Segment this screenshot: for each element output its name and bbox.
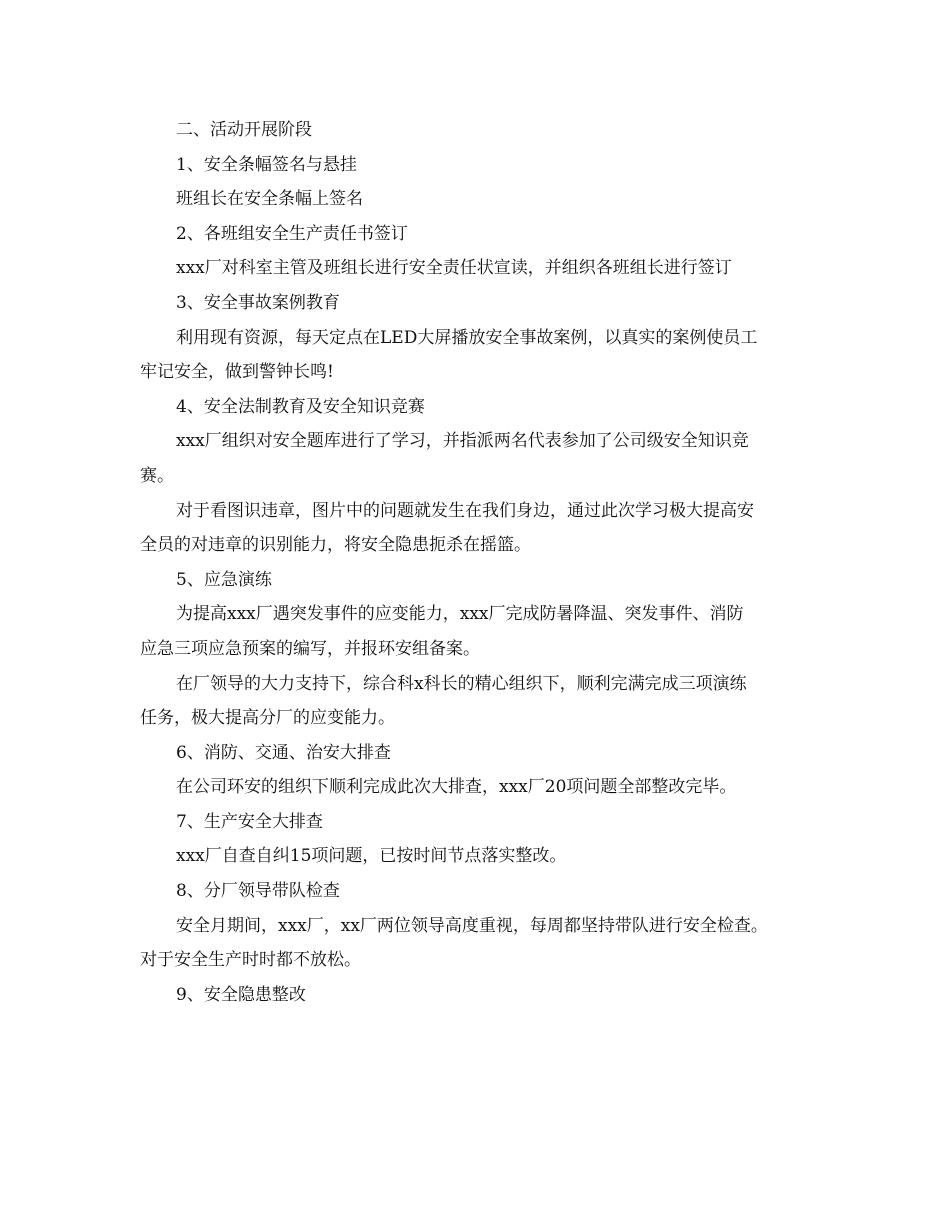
text-line: 应急三项应急预案的编写，并报环安组备案。	[140, 638, 480, 659]
document-body	[140, 113, 820, 1012]
text-line: 为提高xxx厂遇突发事件的应变能力，xxx厂完成防暑降温、突发事件、消防	[176, 604, 744, 625]
text-line: 二、活动开展阶段	[176, 120, 312, 140]
text-line: xxx厂自查自纠15项问题，已按时间节点落实整改。	[176, 846, 567, 867]
text-line: 5、应急演练	[176, 569, 272, 590]
text-line: 3、安全事故案例教育	[176, 292, 340, 313]
text-line: 7、生产安全大排查	[176, 811, 323, 832]
text-line: 牢记安全，做到警钟长鸣!	[140, 362, 334, 383]
text-line: 对于看图识违章，图片中的问题就发生在我们身边，通过此次学习极大提高安	[176, 500, 754, 521]
text-line: 1、安全条幅签名与悬挂	[176, 154, 357, 175]
text-line: 任务，极大提高分厂的应变能力。	[140, 708, 395, 729]
text-line: 对于安全生产时时都不放松。	[140, 950, 361, 971]
text-line: 2、各班组安全生产责任书签订	[176, 223, 408, 244]
text-line: xxx厂对科室主管及班组长进行安全责任状宣读，并组织各班组长进行签订	[176, 258, 732, 279]
text-line: 6、消防、交通、治安大排查	[176, 742, 391, 763]
text-line: 9、安全隐患整改	[176, 984, 306, 1005]
text-line: 8、分厂领导带队检查	[176, 881, 340, 902]
text-line: 赛。	[140, 465, 174, 486]
text-line: 安全月期间，xxx厂，xx厂两位领导高度重视，每周都坚持带队进行安全检查。	[176, 915, 768, 936]
text-line: xxx厂组织对安全题库进行了学习，并指派两名代表参加了公司级安全知识竞	[176, 431, 749, 452]
text-line: 在公司环安的组织下顺利完成此次大排查，xxx厂20项问题全部整改完毕。	[176, 777, 737, 798]
text-line: 在厂领导的大力支持下，综合科x科长的精心组织下，顺利完满完成三项演练	[176, 673, 747, 694]
text-line: 全员的对违章的识别能力，将安全隐患扼杀在摇篮。	[140, 535, 531, 556]
text-line: 班组长在安全条幅上签名	[176, 189, 363, 210]
text-line: 利用现有资源，每天定点在LED大屏播放安全事故案例，以真实的案例使员工	[176, 327, 758, 348]
text-line: 4、安全法制教育及安全知识竞赛	[176, 396, 425, 417]
